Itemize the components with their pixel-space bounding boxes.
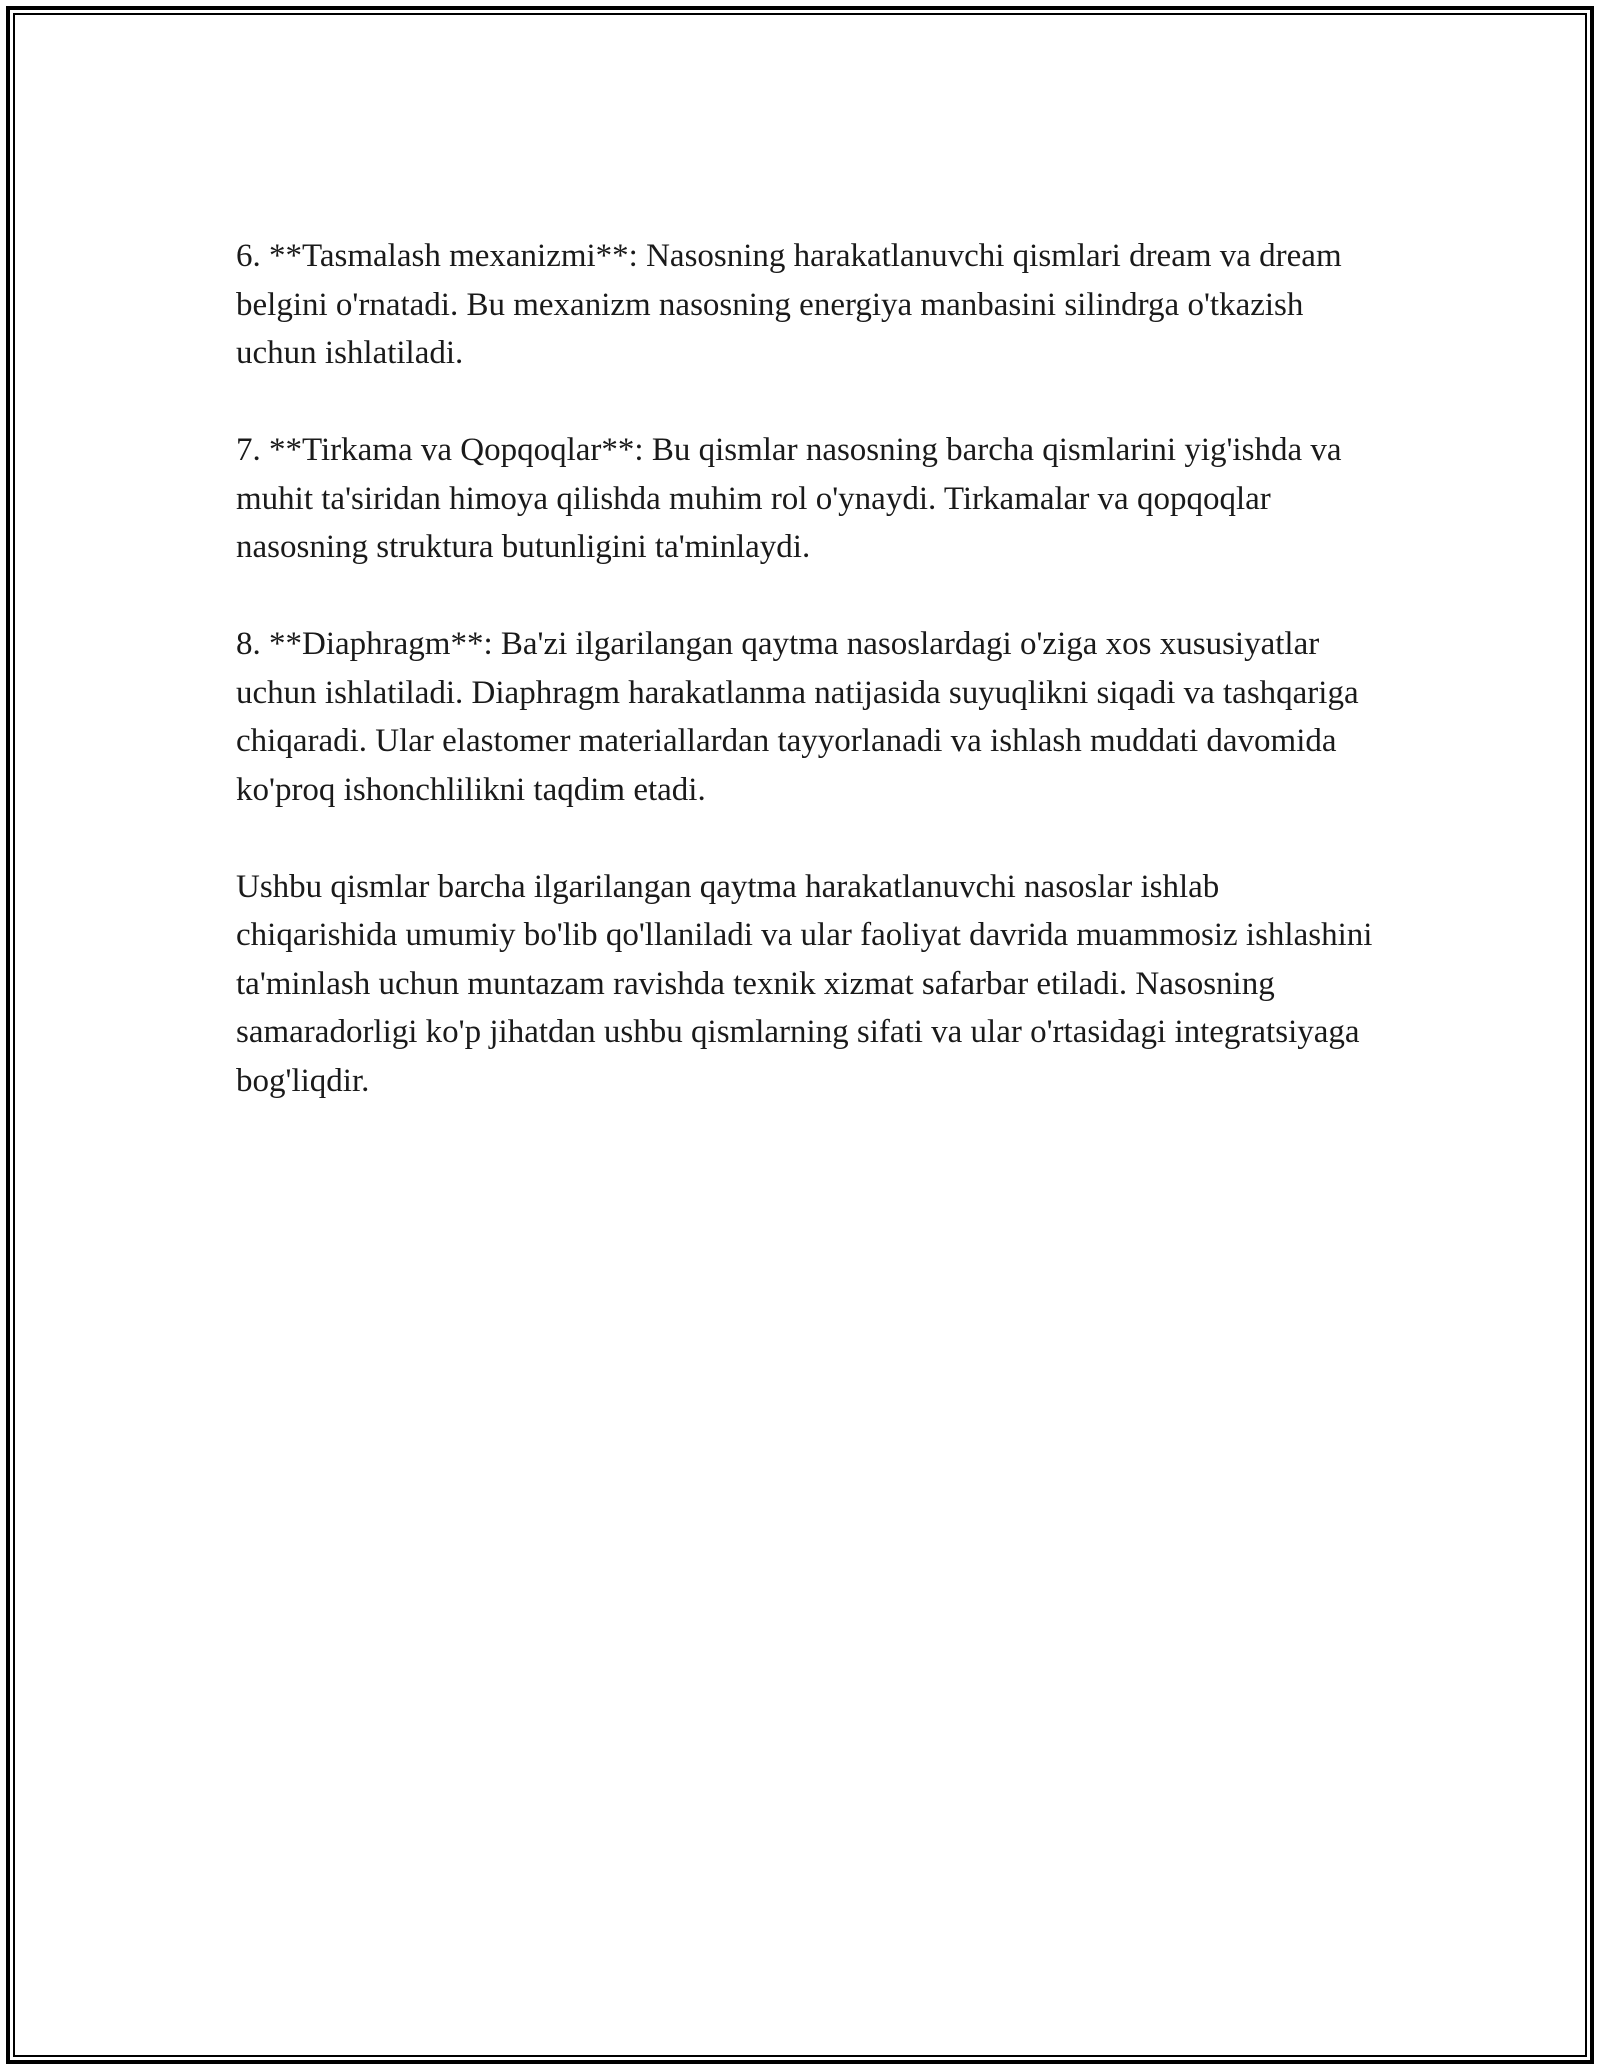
paragraph-item-7: 7. **Tirkama va Qopqoqlar**: Bu qismlar nasosning barcha qismlarini yig'ishda va muhit ta'siridan himoya qilishda muhim rol o'ynaydi. Tirkamalar va qopqoqlar nasosning struktura butunligini ta'minlaydi. [236, 432, 1342, 565]
document-body [236, 232, 1376, 1154]
paragraph-item-8: 8. **Diaphragm**: Ba'zi ilgarilangan qaytma nasoslardagi o'ziga xos xususiyatlar uchun ishlatiladi. Diaphragm harakatlanma natijasida suyuqlikni siqadi va tashqariga chiqaradi. Ular elastomer materiallardan tayyorlanadi va ishlash muddati davomida ko'proq ishonchlilikni taqdim etadi. [236, 626, 1359, 808]
paragraph-summary: Ushbu qismlar barcha ilgarilangan qaytma harakatlanuvchi nasoslar ishlab chiqarishida umumiy bo'lib qo'llaniladi va ular faoliyat davrida muammosiz ishlashini ta'minlash uchun muntazam ravishda texnik xizmat safarbar etiladi. Nasosning samaradorligi ko'p jihatdan ushbu qismlarning sifati va ular o'rtasidagi integratsiyaga bog'liqdir. [236, 868, 1373, 1099]
paragraph-item-6: 6. **Tasmalash mexanizmi**: Nasosning harakatlanuvchi qismlari dream va dream belgini o'rnatadi. Bu mexanizm nasosning energiya manbasini silindrga o'tkazish uchun ishlatiladi. [236, 238, 1342, 371]
